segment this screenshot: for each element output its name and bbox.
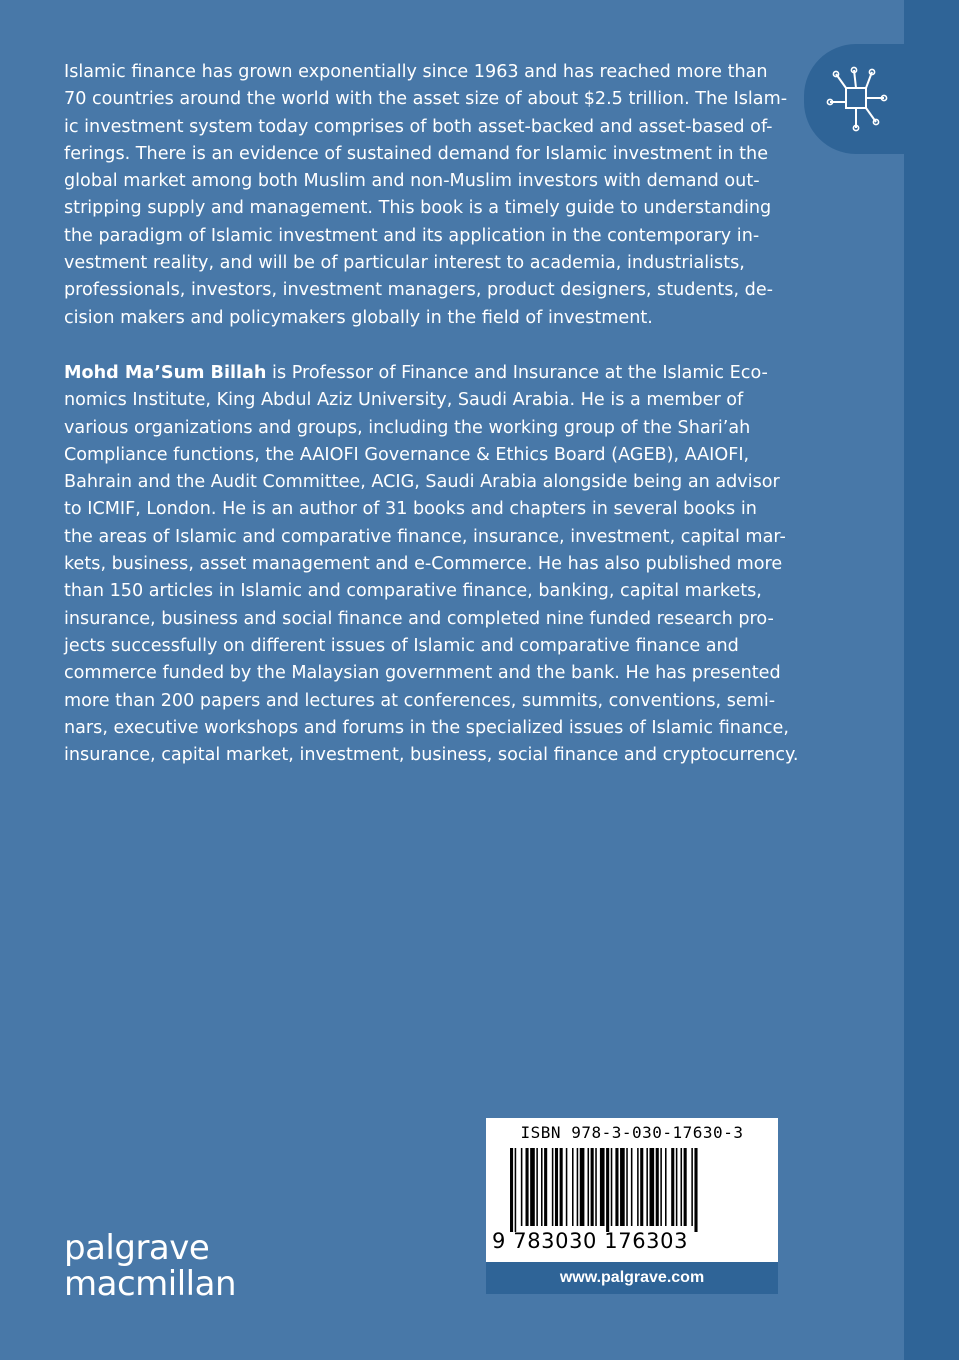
- spine-strip: [904, 0, 959, 1360]
- bio-line: kets, business, asset management and e-Commerce. He has also published more: [64, 554, 783, 575]
- blurb-line: cision makers and policymakers globally in the field of investment.: [64, 307, 653, 328]
- author-name: Mohd Ma’Sum Billah: [64, 363, 267, 383]
- barcode-bar: [541, 1148, 543, 1226]
- isbn-label: ISBN 978-3-030-17630-3: [520, 1123, 744, 1142]
- barcode-bar: [646, 1148, 648, 1226]
- blurb-line: vestment reality, and will be of particular interest to academia, industrialists,: [64, 253, 745, 274]
- barcode-bar: [526, 1148, 529, 1226]
- barcode-bar: [600, 1148, 605, 1226]
- website-link[interactable]: www.palgrave.com: [486, 1262, 778, 1294]
- book-blurb: [64, 59, 788, 332]
- barcode-bar: [521, 1148, 523, 1226]
- blurb-line: Islamic finance has grown exponentially since 1963 and has reached more than: [64, 62, 768, 82]
- barcode-bar: [572, 1148, 574, 1226]
- isbn-digits: 9 783030 176303: [492, 1229, 689, 1253]
- barcode-bar: [650, 1148, 655, 1226]
- bio-line: insurance, capital market, investment, business, social finance and cryptocurrency.: [64, 745, 799, 766]
- bio-line: Compliance functions, the AAIOFI Governance & Ethics Board (AGEB), AAIOFI,: [64, 444, 750, 465]
- barcode-bar: [671, 1148, 674, 1226]
- barcode-bar: [631, 1148, 633, 1226]
- barcode-bar: [552, 1148, 554, 1226]
- barcode-bar: [637, 1148, 639, 1226]
- barcode-bar: [530, 1148, 535, 1226]
- barcode-bar: [577, 1148, 579, 1226]
- barcode-bar: [640, 1148, 643, 1226]
- barcode-bars: [510, 1148, 754, 1232]
- barcode-bar: [611, 1148, 613, 1226]
- barcode-bar: [580, 1148, 585, 1226]
- bio-first-line-text: is Professor of Finance and Insurance at the Islamic Eco-: [266, 363, 768, 383]
- bio-line: various organizations and groups, including the working group of the Shari’ah: [64, 417, 751, 438]
- bio-line: nars, executive workshops and forums in the specialized issues of Islamic finance,: [64, 717, 789, 738]
- barcode-bar: [510, 1148, 513, 1232]
- barcode-bar: [544, 1148, 547, 1226]
- barcode-bar: [615, 1148, 618, 1226]
- author-bio: [64, 360, 799, 769]
- barcode-bar: [656, 1148, 659, 1226]
- blurb-line: global market among both Muslim and non-Muslim investors with demand out-: [64, 171, 760, 192]
- barcode-bar: [536, 1148, 538, 1226]
- publisher-logo-tab: [804, 44, 904, 154]
- bio-line: than 150 articles in Islamic and comparative finance, banking, capital markets,: [64, 581, 762, 602]
- barcode-bar: [591, 1148, 594, 1226]
- bio-first-line: [64, 360, 778, 387]
- barcode-bar: [566, 1148, 568, 1226]
- bio-line: to ICMIF, London. He is an author of 31 books and chapters in several books in: [64, 499, 757, 520]
- publisher-line-1: palgrave: [64, 1228, 210, 1268]
- bio-line: nomics Institute, King Abdul Aziz University, Saudi Arabia. He is a member of: [64, 390, 744, 411]
- barcode-bar: [681, 1148, 683, 1226]
- palgrave-network-icon: [826, 62, 888, 134]
- barcode-bar: [626, 1148, 628, 1226]
- bio-line: commerce funded by the Malaysian government and the bank. He has presented: [64, 663, 781, 684]
- barcode-bar: [588, 1148, 590, 1226]
- blurb-line: stripping supply and management. This book is a timely guide to understanding: [64, 198, 772, 219]
- barcode-bar: [665, 1148, 667, 1226]
- blurb-line: 70 countries around the world with the asset size of about $2.5 trillion. The Islam-: [64, 89, 788, 110]
- bio-line: more than 200 papers and lectures at conferences, summits, conventions, semi-: [64, 690, 776, 711]
- barcode-bar: [676, 1148, 678, 1226]
- barcode-bar: [694, 1148, 697, 1232]
- blurb-line: the paradigm of Islamic investment and its application in the contemporary in-: [64, 225, 760, 246]
- blurb-line: ferings. There is an evidence of sustained demand for Islamic investment in the: [64, 143, 769, 164]
- bio-line: Bahrain and the Audit Committee, ACIG, Saudi Arabia alongside being an advisor: [64, 472, 780, 493]
- barcode-bar: [620, 1148, 625, 1226]
- blurb-line: professionals, investors, investment managers, product designers, students, de-: [64, 280, 773, 301]
- bio-line: jects successfully on different issues of Islamic and comparative finance and: [64, 635, 739, 656]
- bio-line: the areas of Islamic and comparative finance, insurance, investment, capital mar-: [64, 526, 786, 547]
- barcode-bar: [555, 1148, 558, 1226]
- barcode-bar: [595, 1148, 597, 1226]
- blurb-line: ic investment system today comprises of both asset-backed and asset-based of-: [64, 116, 773, 137]
- bio-line: insurance, business and social finance and completed nine funded research pro-: [64, 608, 774, 629]
- publisher-wordmark: [64, 1230, 236, 1302]
- barcode-bar: [560, 1148, 563, 1226]
- barcode-bar: [684, 1148, 687, 1226]
- barcode-bar: [606, 1148, 609, 1232]
- isbn-barcode: [486, 1118, 778, 1262]
- barcode-bar: [691, 1148, 693, 1226]
- barcode-bar: [660, 1148, 662, 1226]
- barcode-bar: [515, 1148, 517, 1232]
- publisher-line-2: macmillan: [64, 1264, 236, 1304]
